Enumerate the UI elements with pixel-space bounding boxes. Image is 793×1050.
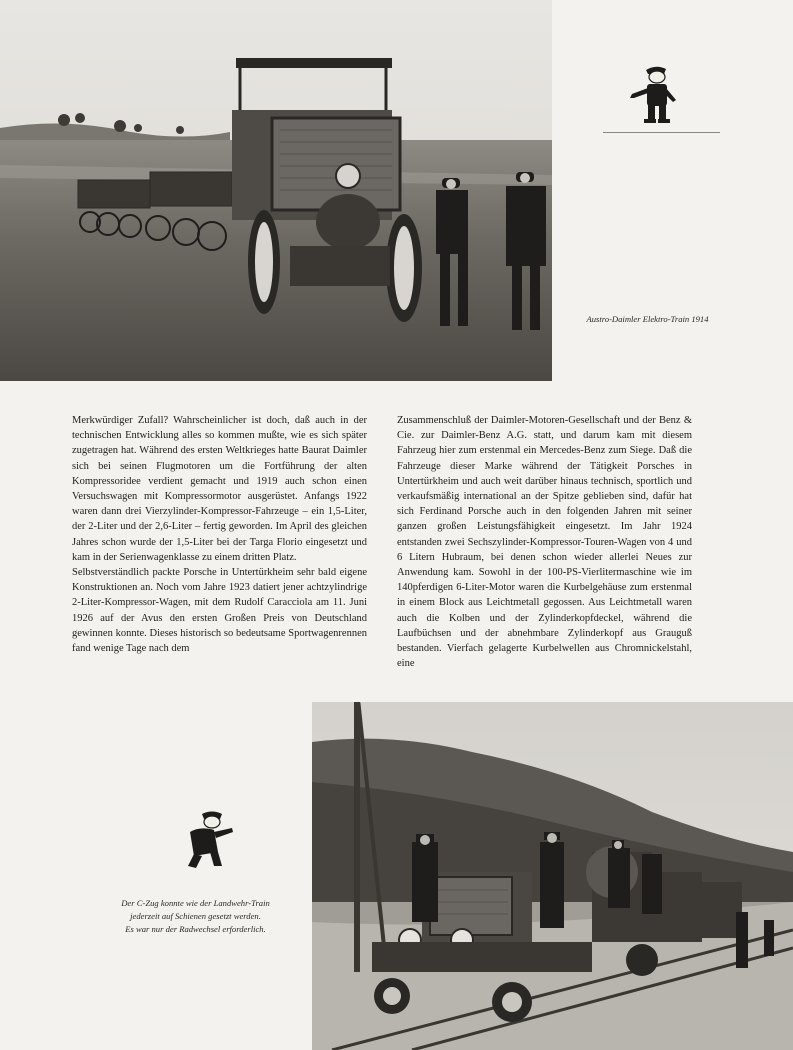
paragraph: Zusammenschluß der Daimler-Motoren-Gesellschaft und der Benz & Cie. zur Daimler-Benz A.G. statt, und darum kam mit diesem Fahrzeug hier zum erstenmal ein Mercedes-Benz zum Siege. Daß die Fahrzeuge dieser Marke während der Tätigkeit Porsches in Untertürkheim und auch weit darüber hinaus technisch, sportlich und verkaufsmäßig international an der Spitze geblieben sind, dafür hat sich Ferdinand Porsche auch in den folgenden Jahren mit seiner ganzen großen Leistungsfähigkeit eingesetzt. Im Jahr 1924 entstanden zwei Sechszylinder-Kompressor-Touren-Wagen von 4 und 6 Litern Hubraum, bei denen schon wieder allerlei Neues zur Anwendung kam. Sowohl in der 100-PS-Vierlitermaschine wie im 140pferdigen 6-Liter-Motor waren die Kurbelgehäuse zum erstenmal in einem Block aus Leichtmetall gegossen. Aus Leichtmetall waren auch die Kolben und der Zylinderkopfdeckel, während die Laufbüchsen und der abnehmbare Zylinderkopf aus Grauguß bestanden. Vierfach gelagerte Kurbelwellen aus Chromnickelstahl, eine <box>397 415 692 670</box>
caption-line: Es war nur der Radwechsel erforderlich. <box>125 924 266 934</box>
paragraph: Merkwürdiger Zufall? Wahrscheinlicher ist doch, daß auch in der technischen Entwicklung alles so kommen mußte, wie es sich später zugetragen hat. Während des ersten Weltkrieges hatte Baurat Daimler sich bei seinen Flugmotoren um die Fortführung der alten Kompressoridee verdient gemacht und 1919 auch schon einen Versuchswagen mit Kompressormotor ausgerüstet. Anfangs 1922 waren dann drei Vierzylinder-Kompressor-Fahrzeuge – ein 1,5-Liter, der 2-Liter und der 2,6-Liter – fertig geworden. Im April des gleichen Jahres schon wurde der 1,5-Liter bei der Targa Florio eingesetzt und kam in der Serienwagenklasse zu einem dritten Platz. <box>72 415 367 563</box>
austro-daimler-road-train-photo <box>0 0 552 381</box>
body-text-right-column <box>397 413 692 671</box>
caption-line: jederzeit auf Schienen gesetzt werden. <box>130 911 261 921</box>
mechanic-pushing-figure-icon <box>180 808 238 870</box>
body-text-left-column <box>72 413 367 656</box>
bottom-photo-caption <box>88 897 303 936</box>
top-photo-caption: Austro-Daimler Elektro-Train 1914 <box>586 314 709 324</box>
mechanic-figure-icon <box>626 64 682 126</box>
rail-train-photo <box>312 702 793 1050</box>
caption-line: Der C-Zug konnte wie der Landwehr-Train <box>121 898 270 908</box>
paragraph: Selbstverständlich packte Porsche in Untertürkheim sehr bald eigene Konstruktionen an. Noch vom Jahre 1923 datiert jener achtzylindrige 2-Liter-Kompressor-Wagen, mit dem Rudolf Caracciola am 11. Juni 1926 auf der Avus den ersten Großen Preis von Deutschland gewinnen konnte. Dieses historisch so bedeutsame Sportwagenrennen fand wenige Tage nach dem <box>72 567 367 655</box>
caption-divider <box>603 132 720 133</box>
